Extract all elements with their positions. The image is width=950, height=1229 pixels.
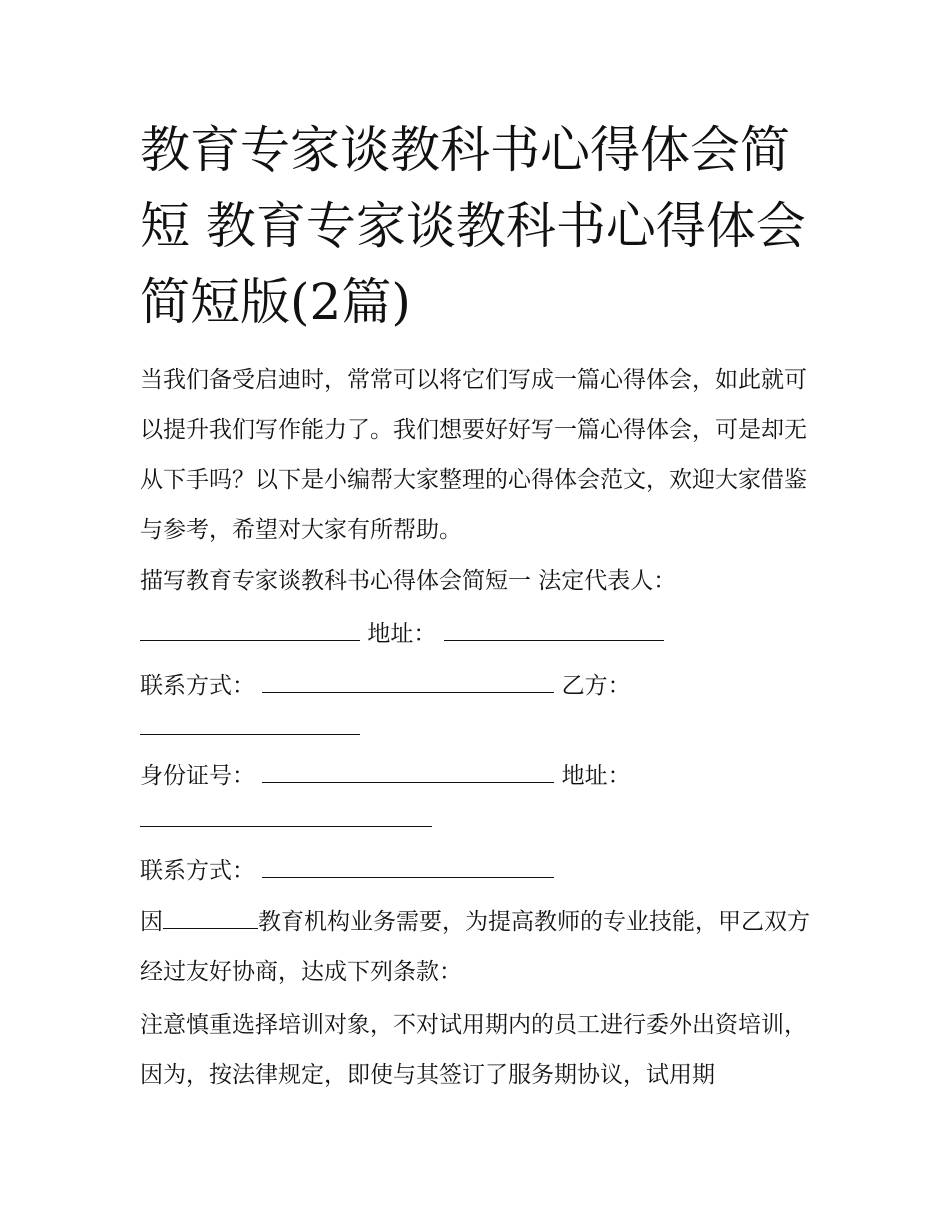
contact-label-2: 联系方式：	[140, 858, 255, 884]
representative-blank	[140, 618, 360, 641]
section-heading-text: 描写教育专家谈教科书心得体会简短一 法定代表人：	[140, 568, 677, 594]
clause-paragraph: 注意慎重选择培训对象，不对试用期内的员工进行委外出资培训，因为，按法律规定，即使与其签订了服务期协议，试用期	[140, 1012, 807, 1088]
contact-2-blank	[262, 855, 554, 878]
contact-2-row	[140, 855, 554, 886]
party-b-row	[140, 712, 360, 743]
address-label-2: 地址：	[561, 763, 631, 789]
address-2-blank	[140, 804, 432, 827]
party-b-blank	[140, 712, 360, 735]
document-title: 教育专家谈教科书心得体会简短 教育专家谈教科书心得体会简短版(2篇)	[140, 121, 806, 331]
party-b-label: 乙方：	[561, 673, 631, 699]
id-row	[140, 760, 631, 791]
intro-paragraph: 当我们备受启迪时，常常可以将它们写成一篇心得体会，如此就可以提升我们写作能力了。我们想要好好写一篇心得体会，可是却无从下手吗？以下是小编帮大家整理的心得体会范文，欢迎大家借鉴与参考，希望对大家有所帮助。	[140, 367, 807, 543]
agreement-paragraph	[140, 897, 820, 997]
agreement-text: 教育机构业务需要，为提高教师的专业技能，甲乙双方经过友好协商，达成下列条款：	[140, 909, 810, 985]
section-heading	[140, 566, 676, 596]
address-label: 地址：	[367, 621, 437, 647]
address-2-row	[140, 804, 432, 835]
id-blank	[262, 760, 554, 783]
contact-blank	[262, 670, 554, 693]
contact-label: 联系方式：	[140, 673, 255, 699]
contact-row	[140, 670, 631, 701]
representative-address-row	[140, 618, 664, 649]
address-blank	[444, 618, 664, 641]
id-label: 身份证号：	[140, 763, 255, 789]
institution-blank	[163, 906, 258, 929]
agreement-prefix: 因	[140, 909, 163, 935]
